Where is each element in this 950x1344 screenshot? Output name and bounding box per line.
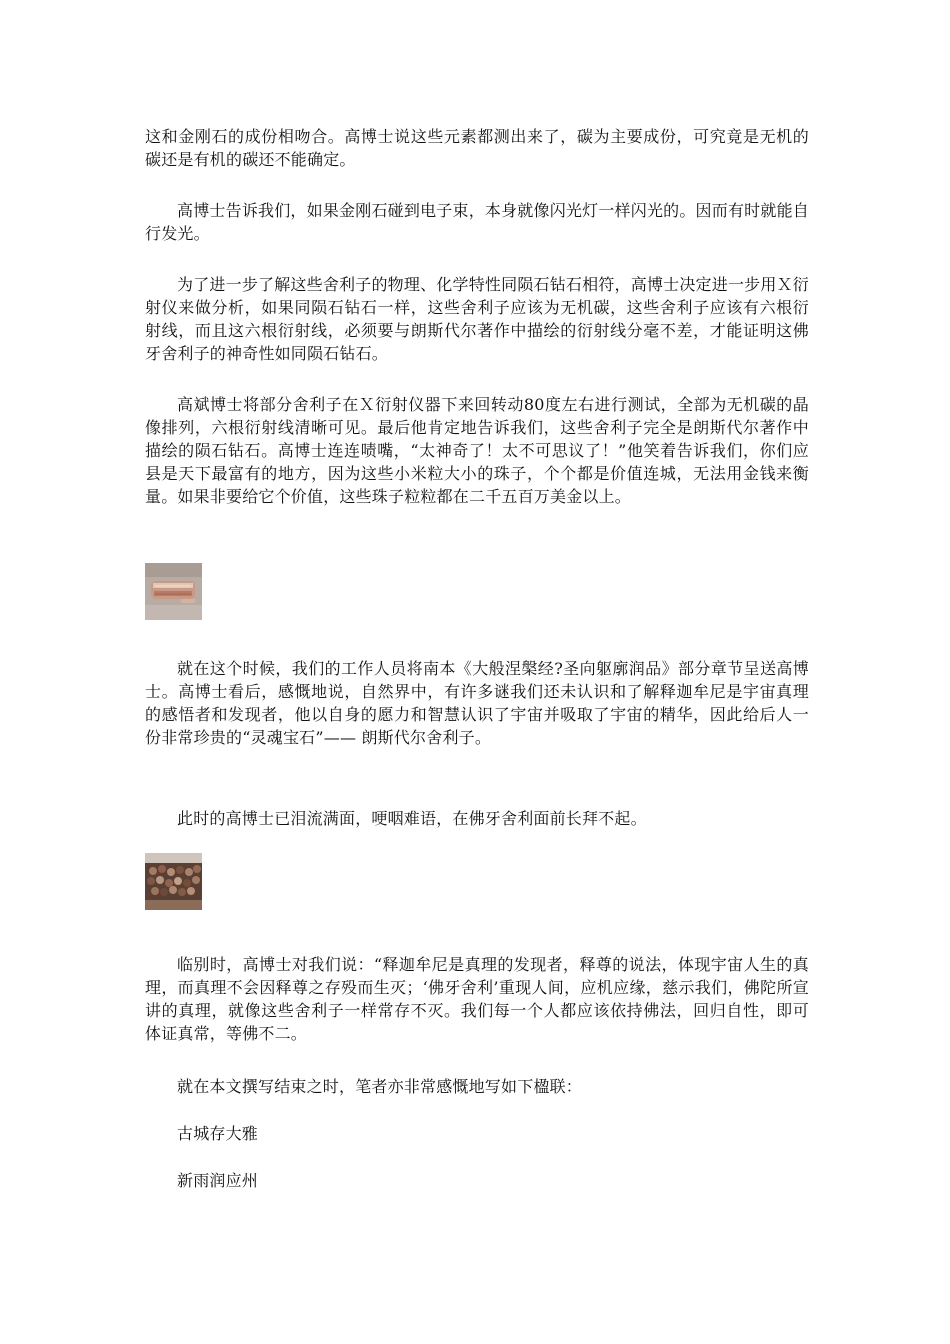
couplet-line-1: 古城存大雅 [177,1124,259,1143]
relic-beads-photo-icon [145,853,202,910]
paragraph-1: 这和金刚石的成份相吻合。高博士说这些元素都测出来了，碳为主要成份，可究竟是无机的碳还是有机的碳还不能确定。 [145,127,809,169]
couplet-line-2: 新雨润应州 [177,1171,259,1190]
paragraph-5: 就在这个时候，我们的工作人员将南本《大般涅槃经?圣向躯廓润品》部分章节呈送高博士。高博士看后，感慨地说，自然界中，有许多谜我们还未认识和了解释迦牟尼是宇宙真理的感悟者和发现者，他以自身的愿力和智慧认识了宇宙并吸取了宇宙的精华，因此给后人一份非常珍贵的“灵魂宝石”—— 朗斯代尔舍利子。 [145,659,809,747]
paragraph-2: 高博士告诉我们，如果金刚石碰到电子束，本身就像闪光灯一样闪光的。因而有时就能自行发光。 [145,201,809,243]
paragraph-8: 就在本文撰写结束之时，笔者亦非常感慨地写如下楹联： [177,1077,583,1096]
relic-photo-icon [145,563,202,620]
paragraph-3: 为了进一步了解这些舍利子的物理、化学特性同陨石钻石相符，高博士决定进一步用Ｘ衍射仪来做分析，如果同陨石钻石一样，这些舍利子应该为无机碳，这些舍利子应该有六根衍射线，而且这六根衍射线，必须要与朗斯代尔著作中描绘的衍射线分毫不差，才能证明这佛牙舍利子的神奇性如同陨石钻石。 [145,275,809,363]
paragraph-4: 高斌博士将部分舍利子在Ｘ衍射仪器下来回转动80度左右进行测试，全部为无机碳的晶像排列，六根衍射线清晰可见。最后他肯定地告诉我们，这些舍利子完全是朗斯代尔著作中描绘的陨石钻石。高博士连连啧嘴，“太神奇了！太不可思议了！”他笑着告诉我们，你们应县是天下最富有的地方，因为这些小米粒大小的珠子，个个都是价值连城，无法用金钱来衡量。如果非要给它个价值，这些珠子粒粒都在二千五百万美金以上。 [145,395,809,506]
paragraph-6: 此时的高博士已泪流满面，哽咽难语，在佛牙舍利面前长拜不起。 [177,809,647,828]
paragraph-7: 临别时，高博士对我们说：“释迦牟尼是真理的发现者，释尊的说法，体现宇宙人生的真理，而真理不会因释尊之存殁而生灭；‘佛牙舍利’重现人间，应机应缘，慈示我们，佛陀所宣讲的真理，就像这些舍利子一样常存不灭。我们每一个人都应该依持佛法，回归自性，即可体证真常，等佛不二。 [145,955,809,1043]
